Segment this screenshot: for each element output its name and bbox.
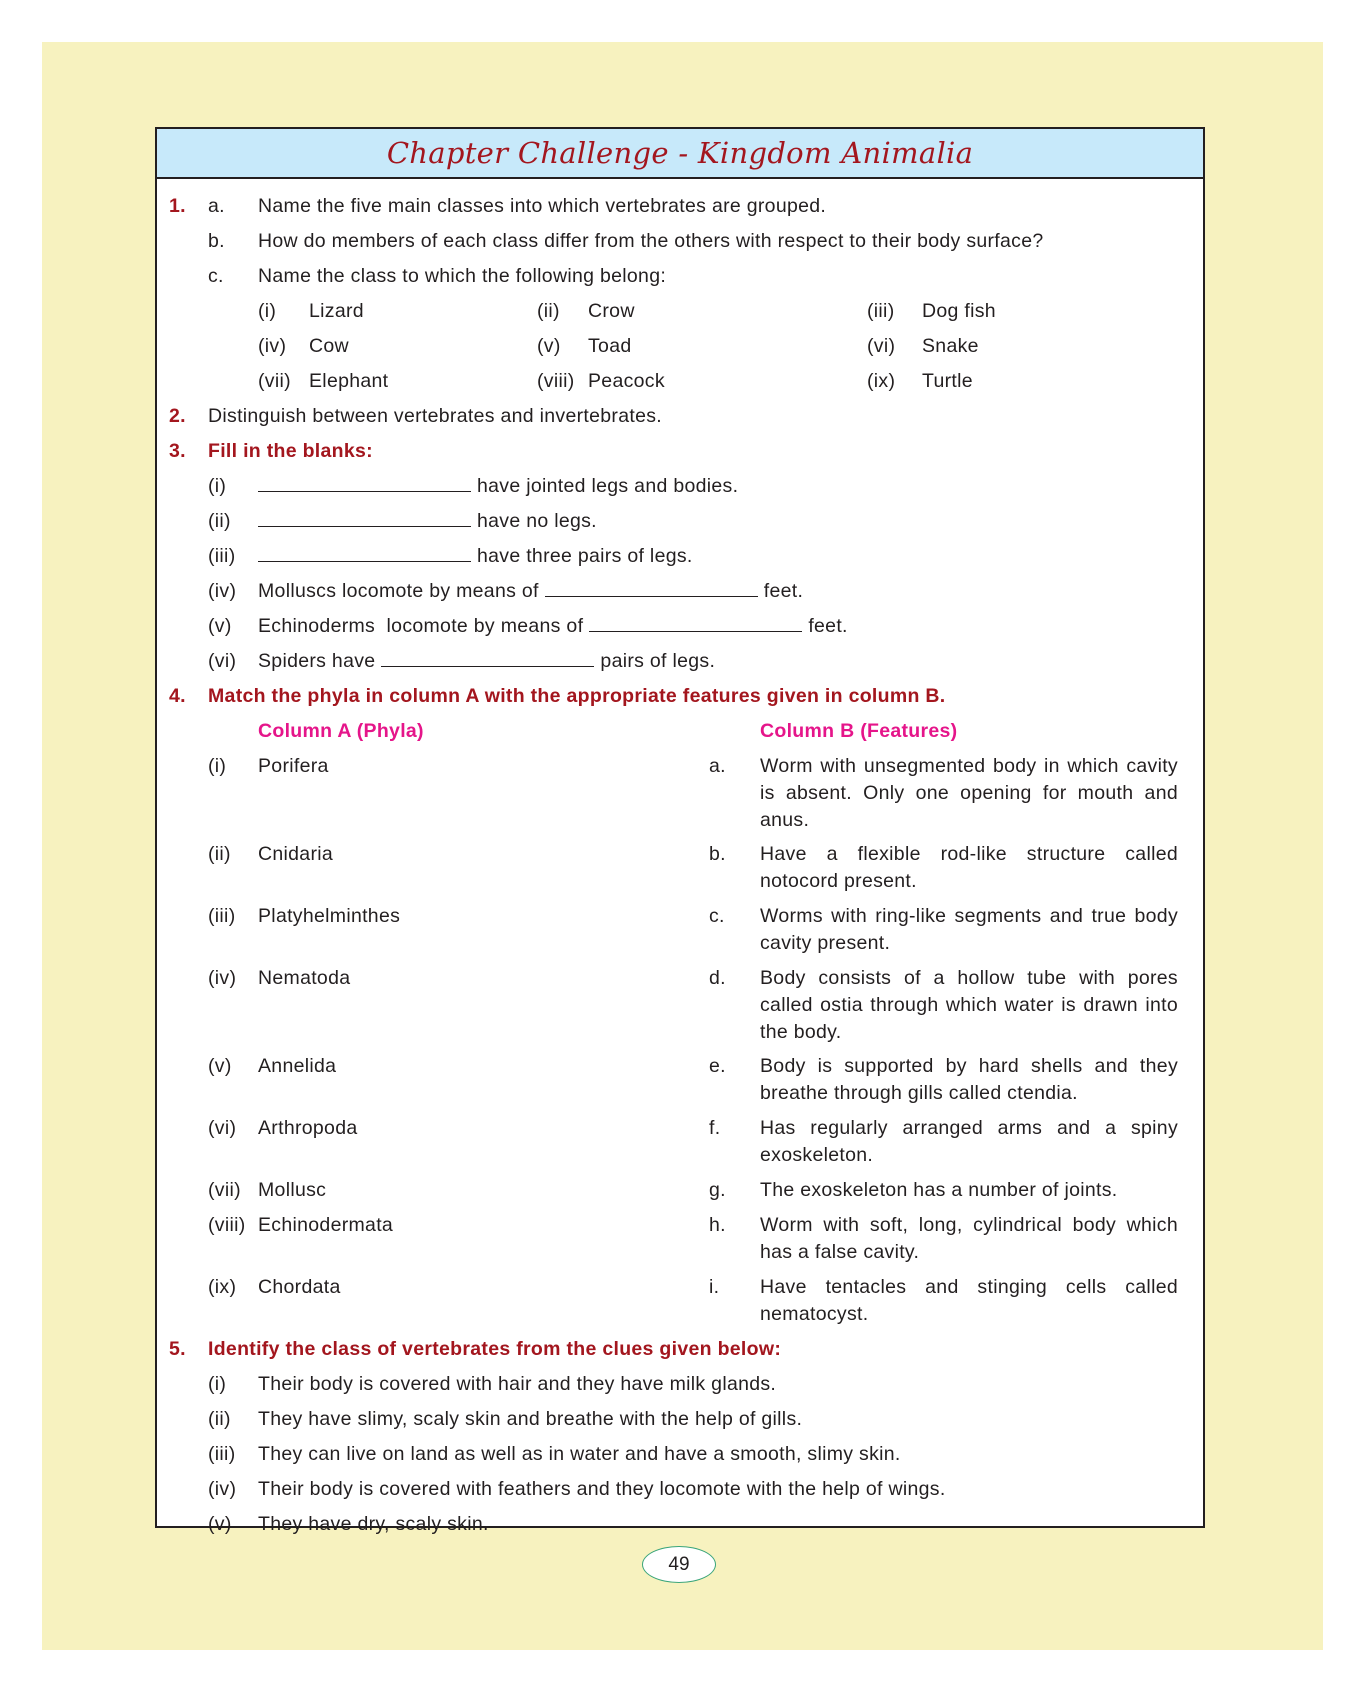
item-roman: (iv) bbox=[258, 335, 287, 357]
before-text: Echinoderms locomote by means of bbox=[258, 615, 584, 637]
item-roman: (v) bbox=[208, 1513, 232, 1535]
box-header bbox=[157, 129, 1203, 179]
row-roman: (vi) bbox=[208, 1117, 237, 1139]
before-text: Spiders have bbox=[258, 650, 376, 672]
q1-b bbox=[157, 224, 1203, 259]
fill-blank-item bbox=[157, 469, 1203, 504]
q1-c bbox=[157, 259, 1203, 294]
blank-line[interactable] bbox=[258, 543, 471, 562]
question-heading: Identify the class of vertebrates from the clues given below: bbox=[208, 1338, 782, 1360]
after-text: feet. bbox=[808, 615, 848, 637]
question-heading: Match the phyla in column A with the appropriate features given in column B. bbox=[208, 685, 946, 707]
q1-a bbox=[157, 189, 1203, 224]
clue-text: They have slimy, scaly skin and breathe with the help of gills. bbox=[258, 1408, 803, 1430]
after-text: have jointed legs and bodies. bbox=[477, 475, 739, 497]
row-roman: (ii) bbox=[208, 843, 231, 865]
item-roman: (i) bbox=[208, 1373, 227, 1395]
after-text: pairs of legs. bbox=[600, 650, 716, 672]
item-roman: (vii) bbox=[258, 370, 291, 392]
item-roman: (v) bbox=[537, 335, 561, 357]
item-roman: (viii) bbox=[537, 370, 575, 392]
blank-line[interactable] bbox=[545, 578, 758, 597]
phylum: Platyhelminthes bbox=[258, 905, 401, 927]
clue-item bbox=[157, 1507, 1203, 1542]
feature-letter: d. bbox=[709, 967, 726, 989]
feature-letter: c. bbox=[709, 905, 725, 927]
item-roman: (iii) bbox=[867, 300, 895, 322]
feature-text: Body is supported by hard shells and they breathe through gills called ctendia. bbox=[760, 1055, 1178, 1104]
phylum: Annelida bbox=[258, 1055, 337, 1077]
part-text: Name the class to which the following belong: bbox=[258, 265, 667, 287]
match-row bbox=[157, 749, 1203, 837]
fill-blank-item bbox=[157, 644, 1203, 679]
question-number: 4. bbox=[169, 685, 186, 707]
question-number: 2. bbox=[169, 405, 186, 427]
item-name: Lizard bbox=[309, 300, 364, 322]
feature-text: Worm with unsegmented body in which cavity is absent. Only one opening for mouth and anus. bbox=[760, 755, 1178, 831]
after-text: have three pairs of legs. bbox=[477, 545, 693, 567]
phylum: Nematoda bbox=[258, 967, 351, 989]
part-text: Name the five main classes into which vertebrates are grouped. bbox=[258, 195, 827, 217]
part-label: c. bbox=[208, 265, 224, 287]
feature-letter: b. bbox=[709, 843, 726, 865]
match-row bbox=[157, 1049, 1203, 1111]
clue-item bbox=[157, 1367, 1203, 1402]
question-number: 3. bbox=[169, 440, 186, 462]
feature-letter: e. bbox=[709, 1055, 726, 1077]
feature-text: Body consists of a hollow tube with pores called ostia through which water is drawn into the body. bbox=[760, 967, 1178, 1043]
blank-line[interactable] bbox=[381, 648, 594, 667]
column-b-header: Column B (Features) bbox=[760, 720, 958, 742]
q1-items-row bbox=[157, 294, 1203, 329]
feature-letter: a. bbox=[709, 755, 726, 777]
item-name: Turtle bbox=[922, 370, 973, 392]
feature-letter: g. bbox=[709, 1179, 726, 1201]
part-text: How do members of each class differ from the others with respect to their body surface? bbox=[258, 230, 1044, 252]
match-row bbox=[157, 1208, 1203, 1270]
item-name: Crow bbox=[588, 300, 635, 322]
q5-heading bbox=[157, 1332, 1203, 1367]
clue-text: Their body is covered with feathers and they locomote with the help of wings. bbox=[258, 1478, 946, 1500]
fill-blank-item bbox=[157, 574, 1203, 609]
match-row bbox=[157, 899, 1203, 961]
q1-items-row bbox=[157, 329, 1203, 364]
before-text: Molluscs locomote by means of bbox=[258, 580, 539, 602]
phylum: Echinodermata bbox=[258, 1214, 394, 1236]
feature-text: Worm with soft, long, cylindrical body which has a false cavity. bbox=[760, 1214, 1178, 1263]
question-text: Distinguish between vertebrates and invertebrates. bbox=[208, 405, 662, 427]
feature-text: Have a flexible rod-like structure called notocord present. bbox=[760, 843, 1178, 892]
item-roman: (iv) bbox=[208, 1478, 237, 1500]
feature-text: The exoskeleton has a number of joints. bbox=[760, 1179, 1118, 1201]
fill-blank-item bbox=[157, 609, 1203, 644]
item-name: Snake bbox=[922, 335, 979, 357]
item-roman: (v) bbox=[208, 615, 232, 637]
phylum: Mollusc bbox=[258, 1179, 327, 1201]
row-roman: (vii) bbox=[208, 1179, 241, 1201]
clue-text: They can live on land as well as in water and have a smooth, slimy skin. bbox=[258, 1443, 901, 1465]
after-text: have no legs. bbox=[477, 510, 597, 532]
match-row bbox=[157, 1173, 1203, 1208]
clue-item bbox=[157, 1437, 1203, 1472]
item-roman: (vi) bbox=[208, 650, 237, 672]
page-number: 49 bbox=[668, 1553, 690, 1575]
question-number: 5. bbox=[169, 1338, 186, 1360]
page-number-badge bbox=[642, 1546, 716, 1583]
clue-text: They have dry, scaly skin. bbox=[258, 1513, 489, 1535]
feature-text: Worms with ring-like segments and true body cavity present. bbox=[760, 905, 1178, 954]
item-roman: (i) bbox=[258, 300, 277, 322]
blank-line[interactable] bbox=[589, 613, 802, 632]
feature-text: Have tentacles and stinging cells called nematocyst. bbox=[760, 1276, 1178, 1325]
item-roman: (i) bbox=[208, 475, 227, 497]
questions bbox=[157, 179, 1203, 1542]
item-roman: (iii) bbox=[208, 1443, 236, 1465]
item-roman: (ix) bbox=[867, 370, 896, 392]
row-roman: (viii) bbox=[208, 1214, 246, 1236]
clue-text: Their body is covered with hair and they have milk glands. bbox=[258, 1373, 777, 1395]
match-row bbox=[157, 961, 1203, 1049]
row-roman: (ix) bbox=[208, 1276, 237, 1298]
item-roman: (ii) bbox=[208, 510, 231, 532]
item-name: Elephant bbox=[309, 370, 389, 392]
fill-blank-item bbox=[157, 504, 1203, 539]
chapter-challenge-box bbox=[155, 127, 1205, 1535]
part-label: b. bbox=[208, 230, 225, 252]
after-text: feet. bbox=[763, 580, 804, 602]
item-roman: (iii) bbox=[208, 545, 236, 567]
item-roman: (ii) bbox=[208, 1408, 231, 1430]
phylum: Arthropoda bbox=[258, 1117, 358, 1139]
item-name: Toad bbox=[588, 335, 632, 357]
q4-heading bbox=[157, 679, 1203, 714]
column-a-header: Column A (Phyla) bbox=[258, 720, 424, 742]
phylum: Cnidaria bbox=[258, 843, 334, 865]
match-row bbox=[157, 1111, 1203, 1173]
feature-letter: h. bbox=[709, 1214, 726, 1236]
item-name: Cow bbox=[309, 335, 349, 357]
item-name: Dog fish bbox=[922, 300, 996, 322]
q1-items-row bbox=[157, 364, 1203, 399]
phylum: Porifera bbox=[258, 755, 329, 777]
feature-letter: i. bbox=[709, 1276, 720, 1298]
match-table bbox=[157, 749, 1203, 1332]
match-row bbox=[157, 1270, 1203, 1332]
blank-line[interactable] bbox=[258, 473, 471, 492]
part-label: a. bbox=[208, 195, 225, 217]
feature-letter: f. bbox=[709, 1117, 721, 1139]
row-roman: (iv) bbox=[208, 967, 237, 989]
clue-item bbox=[157, 1472, 1203, 1507]
blank-line[interactable] bbox=[258, 508, 471, 527]
feature-text: Has regularly arranged arms and a spiny exoskeleton. bbox=[760, 1117, 1178, 1166]
phylum: Chordata bbox=[258, 1276, 341, 1298]
question-number: 1. bbox=[169, 195, 186, 217]
match-row bbox=[157, 837, 1203, 899]
row-roman: (i) bbox=[208, 755, 227, 777]
row-roman: (iii) bbox=[208, 905, 236, 927]
box-title: Chapter Challenge - Kingdom Animalia bbox=[386, 136, 974, 170]
q3-heading bbox=[157, 434, 1203, 469]
question-heading: Fill in the blanks: bbox=[208, 440, 373, 462]
fill-blank-item bbox=[157, 539, 1203, 574]
q2 bbox=[157, 399, 1203, 434]
match-column-headers bbox=[157, 714, 1203, 749]
item-roman: (vi) bbox=[867, 335, 896, 357]
clue-item bbox=[157, 1402, 1203, 1437]
item-roman: (iv) bbox=[208, 580, 237, 602]
item-roman: (ii) bbox=[537, 300, 560, 322]
item-name: Peacock bbox=[588, 370, 665, 392]
row-roman: (v) bbox=[208, 1055, 232, 1077]
